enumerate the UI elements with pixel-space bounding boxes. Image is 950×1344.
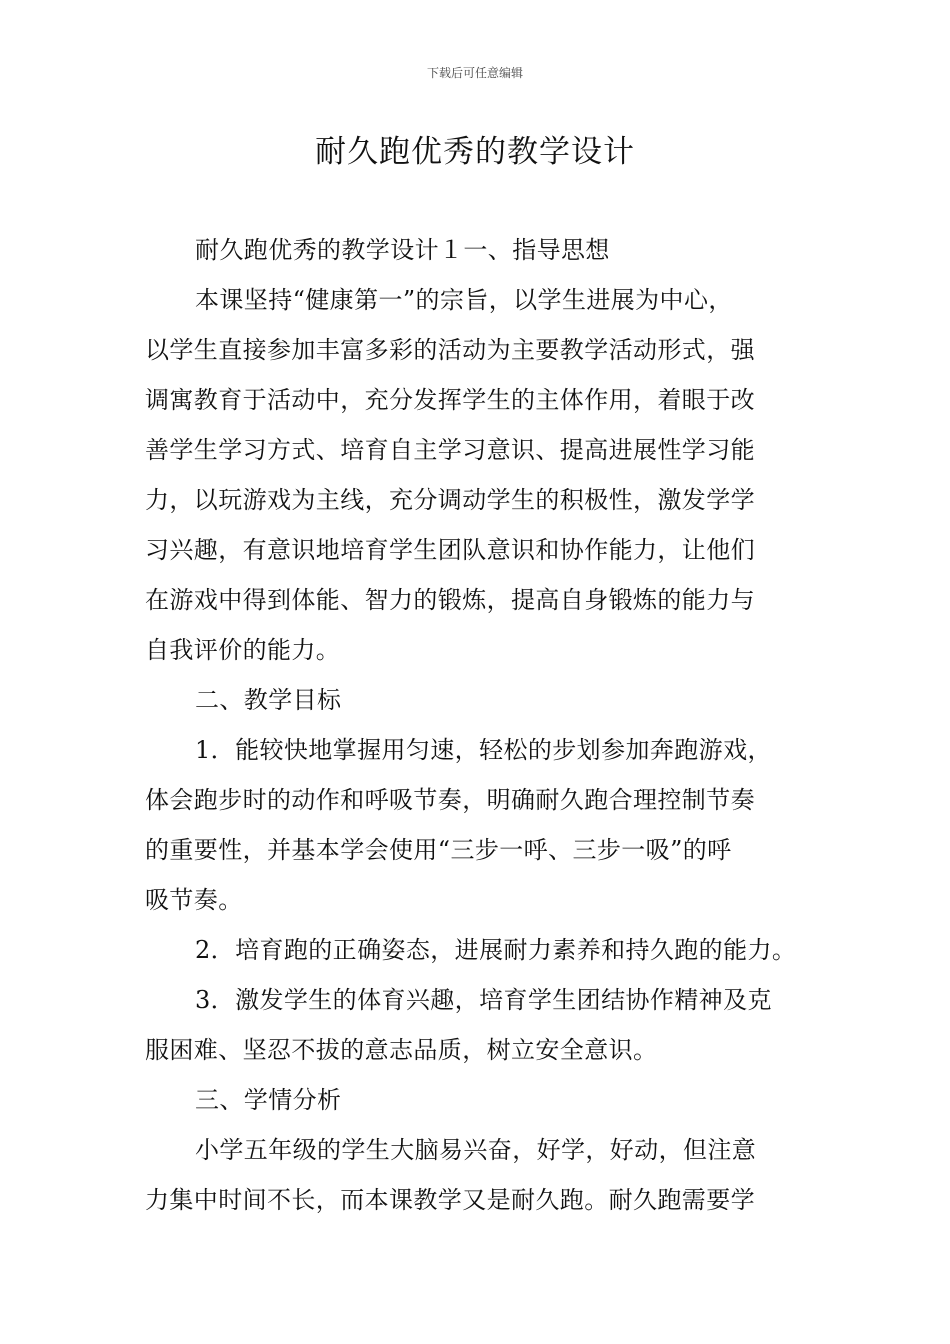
text-line: 力集中时间不长，而本课教学又是耐久跑。耐久跑需要学 bbox=[145, 1186, 755, 1214]
text-line: 吸节奏。 bbox=[145, 886, 243, 914]
text-line: 1．能较快地掌握用匀速，轻松的步划参加奔跑游戏， bbox=[195, 736, 772, 764]
text-line: 小学五年级的学生大脑易兴奋，好学，好动，但注意 bbox=[195, 1136, 757, 1164]
text-line: 三、学情分析 bbox=[195, 1086, 342, 1114]
text-line: 的重要性，并基本学会使用“三步一呼、三步一吸”的呼 bbox=[145, 836, 732, 864]
text-line: 3．激发学生的体育兴趣，培育学生团结协作精神及克 bbox=[195, 986, 772, 1014]
text-line: 服困难、坚忍不拔的意志品质，树立安全意识。 bbox=[145, 1036, 658, 1064]
header-note: 下载后可任意编辑 bbox=[426, 66, 523, 80]
text-line: 2．培育跑的正确姿态，进展耐力素养和持久跑的能力。 bbox=[195, 936, 797, 964]
text-line: 二、教学目标 bbox=[195, 686, 342, 714]
text-line: 力，以玩游戏为主线，充分调动学生的积极性，激发学学 bbox=[145, 486, 755, 514]
document-body bbox=[145, 225, 807, 1225]
text-line: 习兴趣，有意识地培育学生团队意识和协作能力，让他们 bbox=[145, 536, 755, 564]
text-line: 以学生直接参加丰富多彩的活动为主要教学活动形式，强 bbox=[145, 336, 755, 364]
text-line: 体会跑步时的动作和呼吸节奏，明确耐久跑合理控制节奏 bbox=[145, 786, 755, 814]
text-line: 在游戏中得到体能、智力的锻炼，提高自身锻炼的能力与 bbox=[145, 586, 755, 614]
text-line: 调寓教育于活动中，充分发挥学生的主体作用，着眼于改 bbox=[145, 386, 755, 414]
text-line: 本课坚持“健康第一”的宗旨，以学生进展为中心， bbox=[195, 286, 733, 314]
text-line: 自我评价的能力。 bbox=[145, 636, 341, 664]
text-line: 善学生学习方式、培育自主学习意识、提高进展性学习能 bbox=[145, 436, 755, 464]
document-title: 耐久跑优秀的教学设计 bbox=[315, 134, 635, 170]
text-line: 耐久跑优秀的教学设计１一、指导思想 bbox=[195, 236, 610, 264]
